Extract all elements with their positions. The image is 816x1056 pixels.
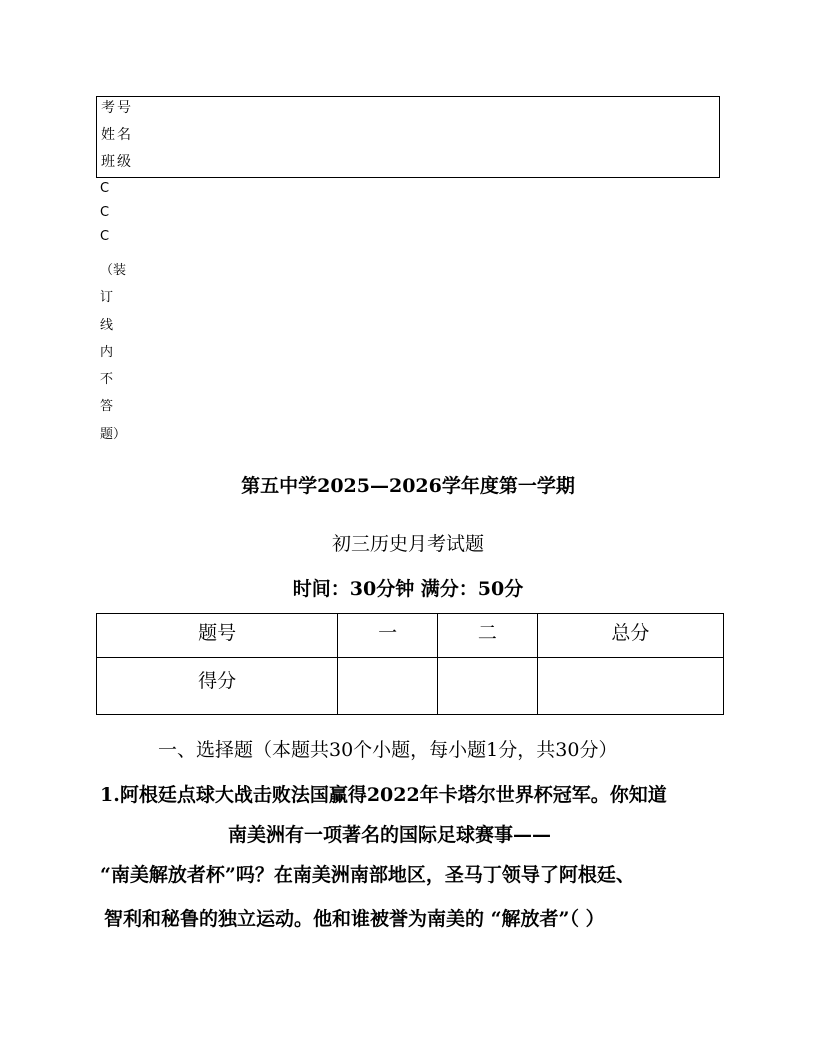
question-line: 1.阿根廷点球大战击败法国赢得2022年卡塔尔世界杯冠军。你知道: [100, 784, 667, 806]
table-header-cell: 二: [438, 614, 538, 658]
binding-note-char: 题）: [100, 427, 127, 442]
binding-note-char: 答: [100, 399, 114, 414]
candidate-info-box: [96, 96, 720, 178]
class-label: 班级: [101, 154, 133, 170]
binding-note-char: （装: [100, 263, 127, 278]
side-mark: C: [100, 229, 110, 244]
school-term-title: 第五中学2025—2026学年度第一学期: [241, 475, 575, 497]
score-cell: [438, 658, 538, 715]
side-mark: C: [100, 205, 110, 220]
table-row-label: 得分: [97, 658, 338, 715]
score-cell: [537, 658, 723, 715]
exam-title: 初三历史月考试题: [331, 533, 484, 555]
score-table-row: [97, 658, 724, 715]
binding-note-char: 不: [100, 372, 114, 387]
score-cell: [338, 658, 438, 715]
score-table: [96, 613, 724, 715]
exam-number-label: 考号: [101, 100, 133, 116]
table-header-cell: 题号: [97, 614, 338, 658]
section-heading: 一、选择题（本题共30个小题，每小题1分，共30分）: [158, 739, 618, 761]
table-header-cell: 总分: [537, 614, 723, 658]
question-line: “南美解放者杯”吗？在南美洲南部地区，圣马丁领导了阿根廷、: [100, 864, 635, 886]
score-table-header-row: [97, 614, 724, 658]
name-label: 姓名: [101, 127, 133, 143]
question-line: 智利和秘鲁的独立运动。他和谁被誉为南美的 “解放者”（ ）: [104, 908, 605, 930]
table-header-cell: 一: [338, 614, 438, 658]
side-mark: C: [100, 181, 110, 196]
binding-note-char: 订: [100, 290, 114, 305]
binding-note-char: 线: [100, 318, 114, 333]
binding-note-char: 内: [100, 345, 114, 360]
time-score-line: 时间：30分钟 满分：50分: [292, 578, 524, 600]
question-line: 南美洲有一项著名的国际足球赛事——: [228, 824, 552, 846]
